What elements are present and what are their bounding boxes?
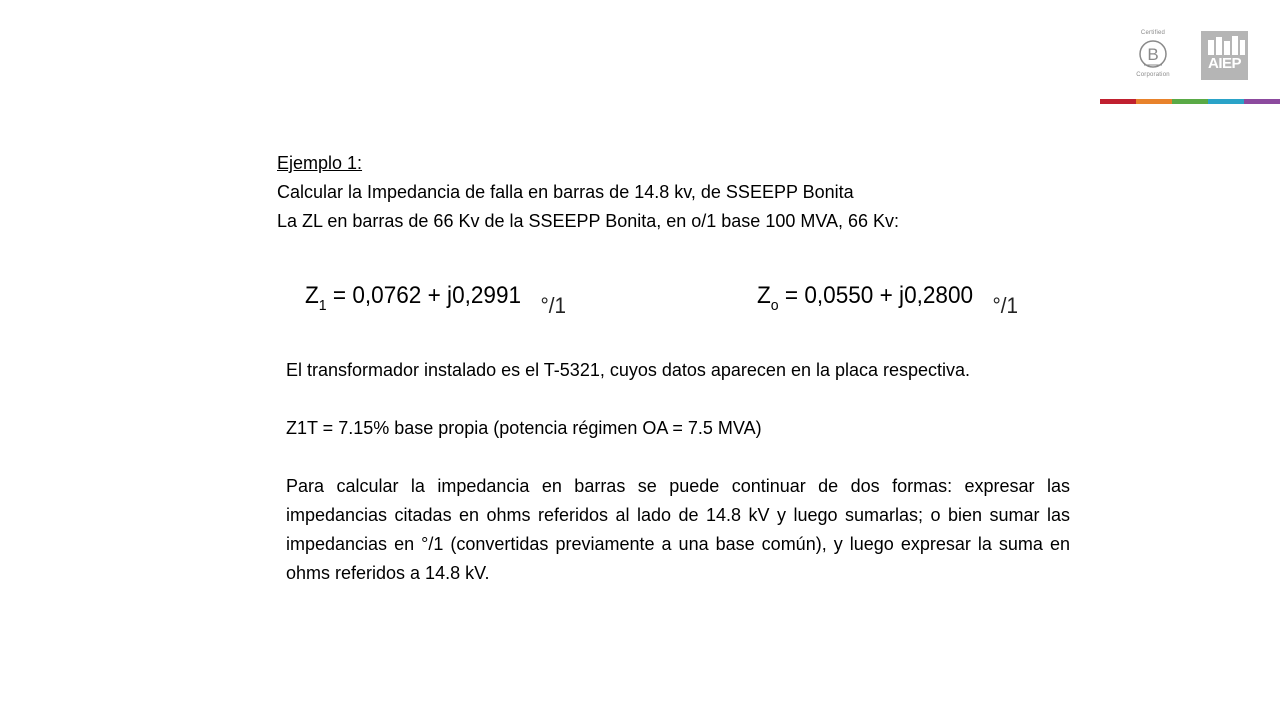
body-text	[286, 356, 1070, 617]
formula-z0-subscript: o	[770, 297, 779, 314]
formula-z1-subscript: 1	[318, 297, 327, 314]
problem-statement: Calcular la Impedancia de falla en barras de 14.8 kv, de SSEEPP Bonita	[277, 182, 854, 202]
formula-z1-value: = 0,0762 + j0,2991	[332, 282, 522, 309]
formula-z0	[757, 276, 1018, 326]
formula-z1-unit: °/1	[540, 293, 567, 318]
color-bar-segment	[1244, 99, 1280, 104]
color-bar-segment	[1136, 99, 1172, 104]
bcorp-top-label: Certified	[1140, 30, 1166, 36]
color-bar-segment	[1100, 99, 1136, 104]
intro-text	[277, 149, 1037, 236]
formula-z1-symbol: Z	[305, 282, 319, 309]
example-heading: Ejemplo 1:	[277, 153, 363, 173]
bcorp-logo	[1135, 30, 1171, 80]
transformer-paragraph: El transformador instalado es el T-5321, cuyos datos aparecen en la placa respectiva.	[286, 360, 971, 380]
brand-name: AIEP	[1207, 55, 1241, 72]
impedance-paragraph: Z1T = 7.15% base propia (potencia régimen OA = 7.5 MVA)	[286, 418, 762, 438]
brand-color-bar	[1100, 99, 1280, 104]
color-bar-segment	[1208, 99, 1244, 104]
formula-z1	[305, 276, 566, 326]
color-bar-segment	[1172, 99, 1208, 104]
method-paragraph: Para calcular la impedancia en barras se puede continuar de dos formas: expresar las impedancias citadas en ohms referidos al lado de 14.8 kV y luego sumarlas; o bien sumar las impedancias en °/1 (convertidas previamente a una base común), y luego expresar la suma en ohms referidos a 14.8 kV.	[286, 476, 1070, 583]
bcorp-letter: B	[1147, 45, 1159, 64]
bcorp-bottom-label: Corporation	[1136, 72, 1170, 78]
formula-z0-unit: °/1	[992, 293, 1019, 318]
aiep-logo	[1201, 31, 1248, 80]
formula-z0-symbol: Z	[757, 282, 771, 309]
bcorp-b-icon	[1138, 39, 1168, 69]
given-data-statement: La ZL en barras de 66 Kv de la SSEEPP Bonita, en o/1 base 100 MVA, 66 Kv:	[277, 211, 900, 231]
formula-z0-value: = 0,0550 + j0,2800	[784, 282, 974, 309]
